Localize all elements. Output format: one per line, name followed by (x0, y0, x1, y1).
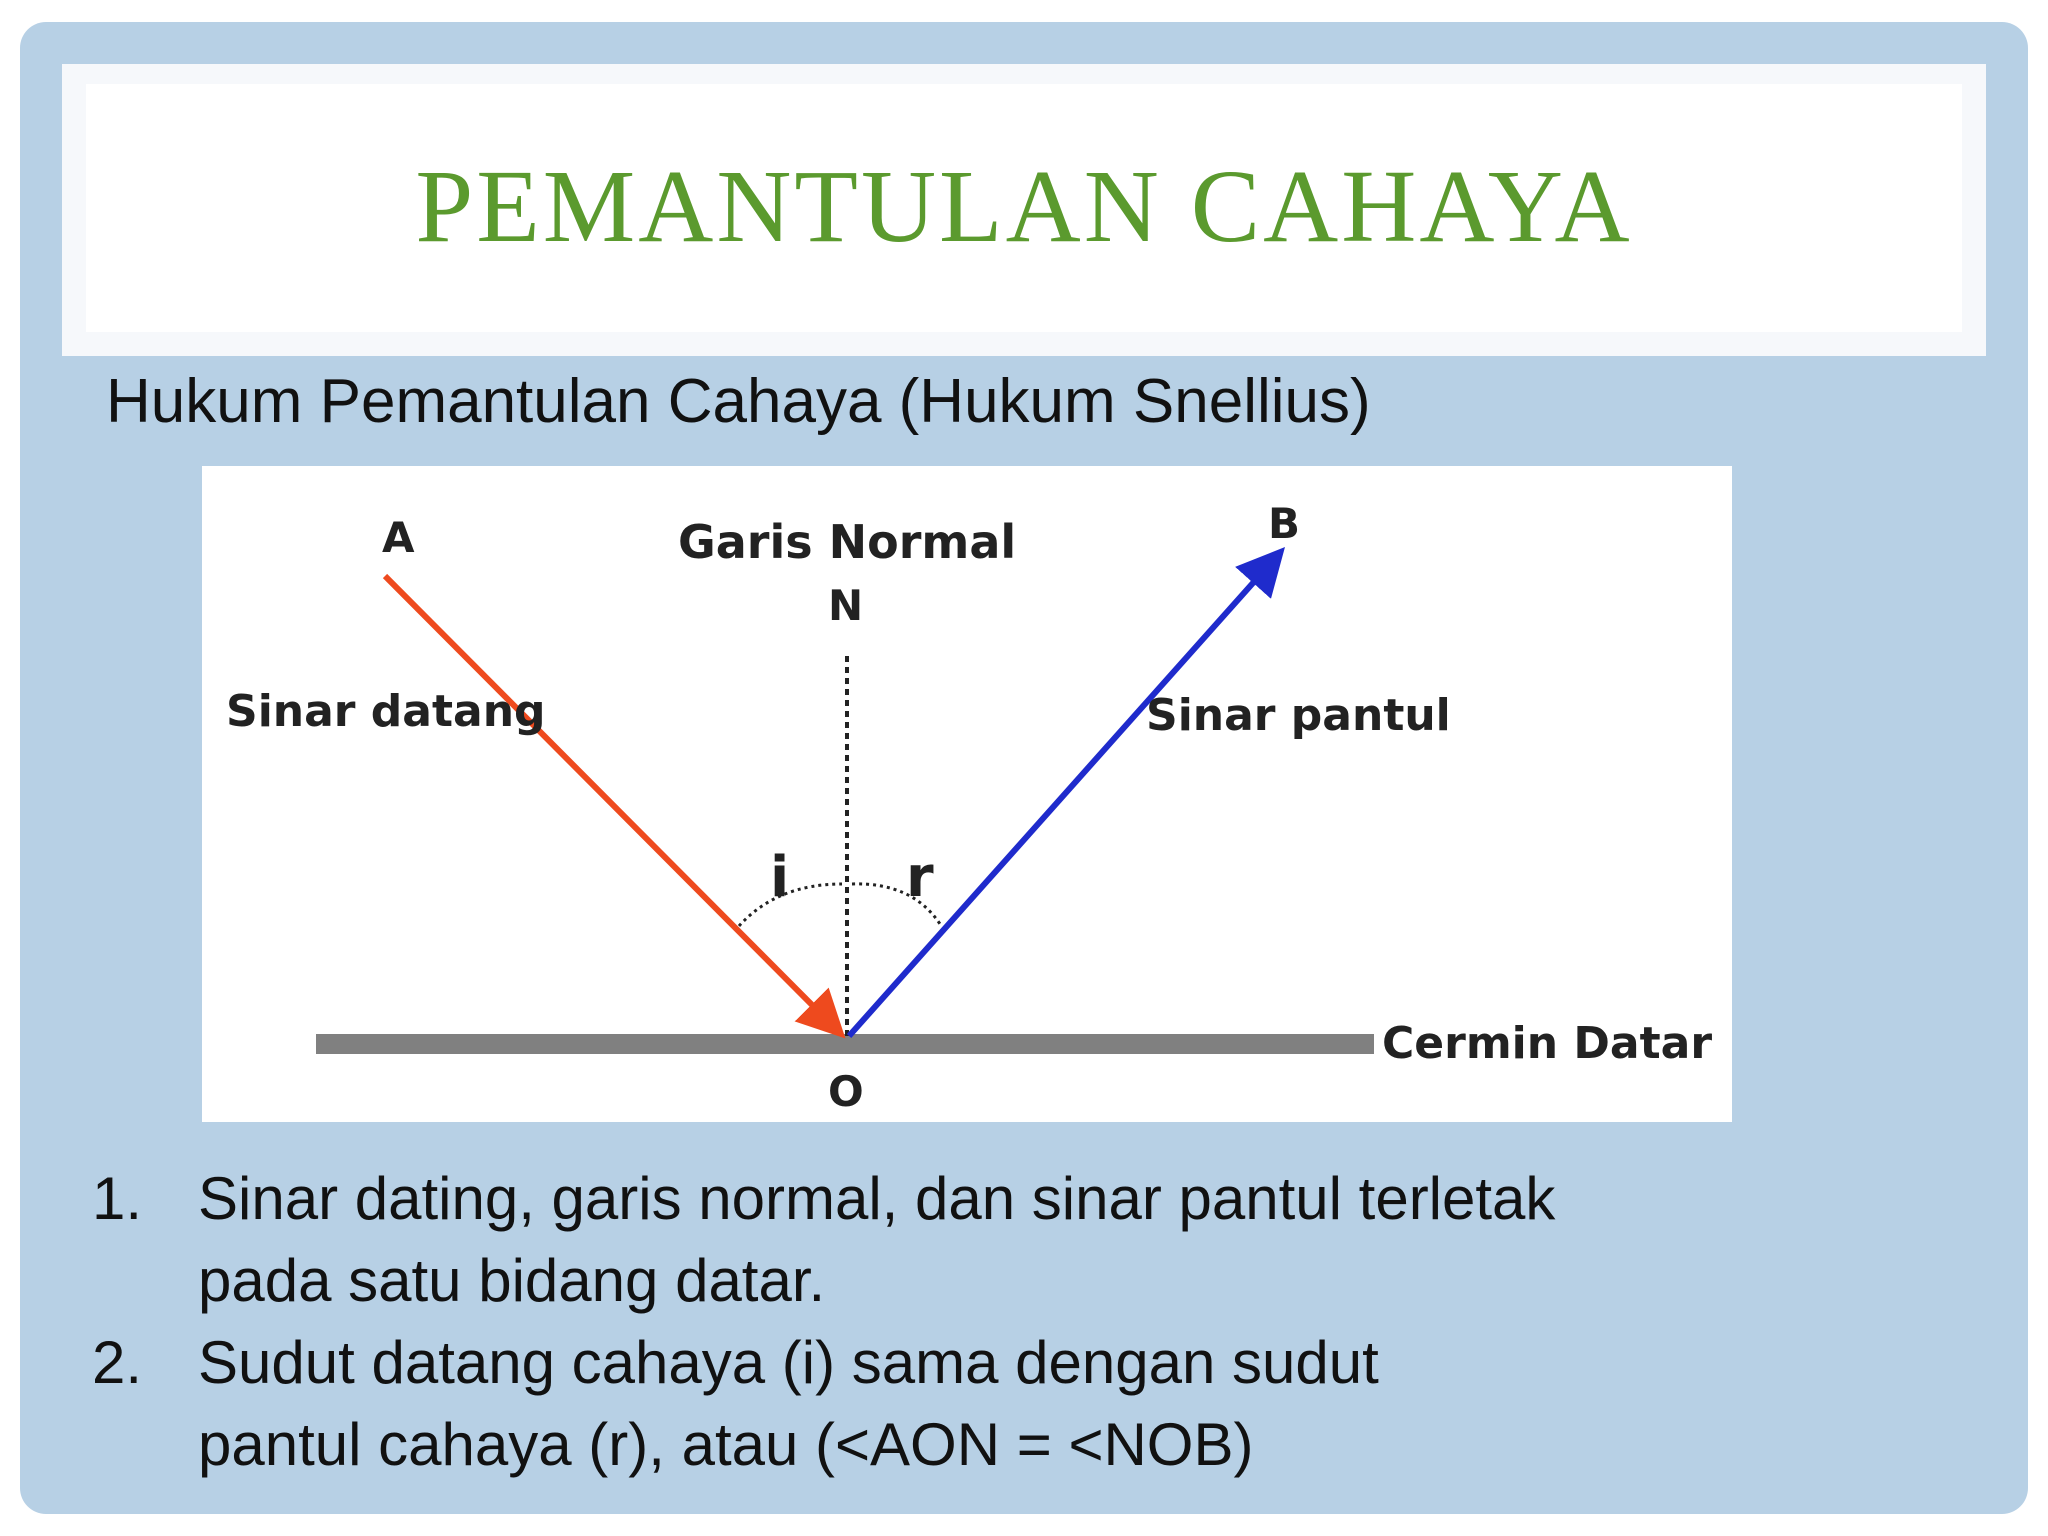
label-mirror: Cermin Datar (1382, 1018, 1713, 1069)
list-text-line: pada satu bidang datar. (198, 1247, 826, 1314)
reflected-ray (849, 556, 1277, 1036)
label-point-o: O (828, 1067, 864, 1116)
list-item (92, 1158, 1892, 1322)
label-point-n: N (828, 581, 864, 630)
list-number: 1. (92, 1165, 143, 1232)
label-point-b: B (1268, 499, 1301, 548)
slide-title: PEMANTULAN CAHAYA (415, 148, 1633, 264)
law-points-list (92, 1158, 1892, 1486)
list-text-line: Sinar dating, garis normal, dan sinar pantul terletak (198, 1165, 1556, 1232)
angle-i-arc (739, 884, 842, 926)
incident-ray (385, 576, 837, 1030)
flat-mirror (316, 1034, 1374, 1054)
label-point-a: A (382, 513, 415, 562)
list-item (92, 1322, 1892, 1486)
label-normal-title: Garis Normal (678, 515, 1017, 569)
list-text-line: pantul cahaya (r), atau (<AON = <NOB) (198, 1411, 1254, 1478)
label-angle-i: i (770, 845, 790, 910)
list-number: 2. (92, 1329, 143, 1396)
title-box (86, 84, 1962, 332)
label-reflected-ray: Sinar pantul (1146, 690, 1451, 741)
list-text-line: Sudut datang cahaya (i) sama dengan sudut (198, 1329, 1379, 1396)
label-angle-r: r (906, 845, 934, 910)
label-incident-ray: Sinar datang (226, 686, 546, 737)
reflection-diagram (202, 466, 1732, 1122)
slide-subtitle: Hukum Pemantulan Cahaya (Hukum Snellius) (106, 367, 1371, 436)
